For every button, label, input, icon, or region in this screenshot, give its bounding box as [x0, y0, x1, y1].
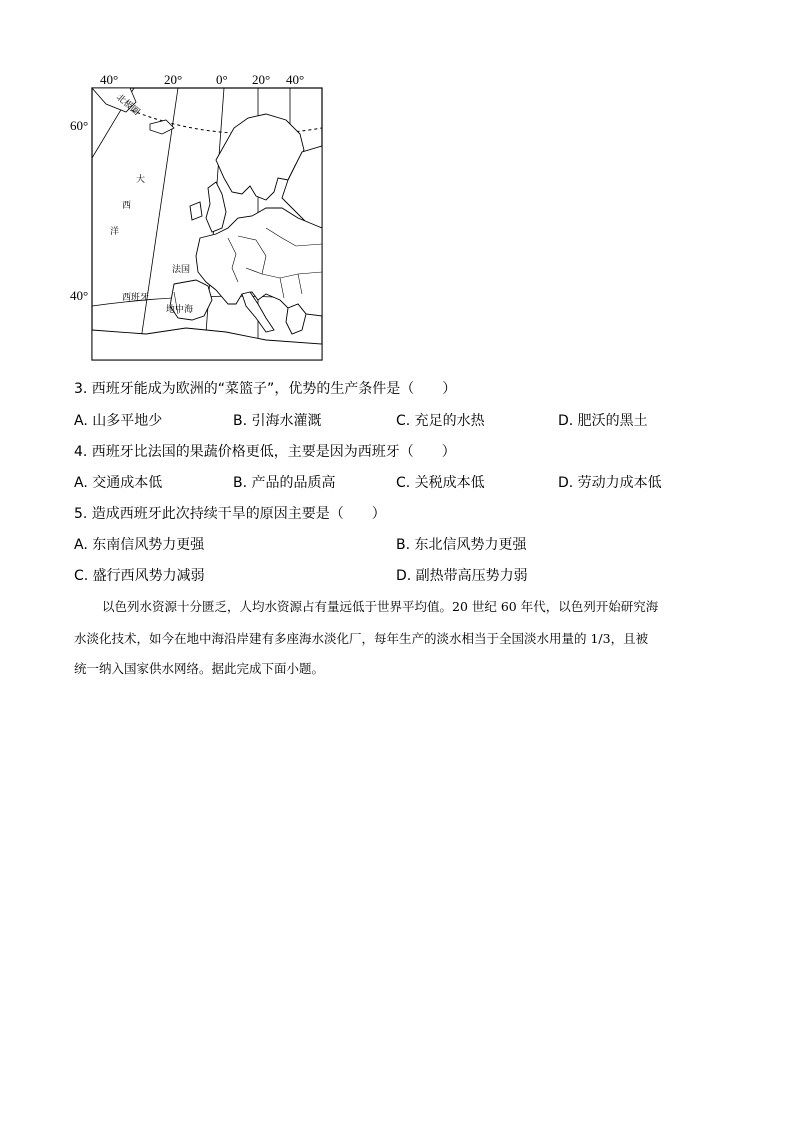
france-label: 法国 [172, 265, 191, 275]
question-3-stem: 3. 西班牙能成为欧洲的“菜篮子”，优势的生产条件是（ ） [74, 381, 457, 397]
question-5-option-d[interactable]: D. 副热带高压势力弱 [396, 568, 528, 584]
europe-map [66, 68, 328, 364]
question-5-stem: 5. 造成西班牙此次持续干旱的原因主要是（ ） [74, 506, 386, 522]
passage-line-2: 水淡化技术，如今在地中海沿岸建有多座海水淡化厂，每年生产的淡水相当于全国淡水用量的 1/3，且被 [74, 631, 649, 646]
atlantic-label-3: 洋 [110, 227, 120, 237]
question-3-option-a[interactable]: A. 山多平地少 [74, 413, 163, 429]
atlantic-label-1: 大 [136, 175, 146, 185]
question-3-option-c[interactable]: C. 充足的水热 [396, 413, 485, 429]
question-4-option-d[interactable]: D. 劳动力成本低 [558, 475, 662, 491]
lon-tick-40w: 40° [100, 72, 119, 87]
passage-line-1: 以色列水资源十分匮乏，人均水资源占有量远低于世界平均值。20 世纪 60 年代，以色列开始研究海 [102, 599, 659, 614]
europe-map-figure [66, 68, 328, 364]
lon-tick-40e: 40° [286, 72, 305, 87]
lon-tick-20e: 20° [252, 72, 271, 87]
question-4-option-b[interactable]: B. 产品的品质高 [233, 475, 336, 491]
question-5-option-b[interactable]: B. 东北信风势力更强 [396, 537, 527, 553]
question-5-option-c[interactable]: C. 盛行西风势力减弱 [74, 568, 205, 584]
question-4-option-c[interactable]: C. 关税成本低 [396, 475, 485, 491]
lon-tick-0: 0° [216, 72, 228, 87]
arctic-circle-label: 北极圈 [114, 92, 142, 118]
mediterranean-label: 地中海 [166, 305, 194, 315]
question-4-stem: 4. 西班牙比法国的果蔬价格更低，主要是因为西班牙（ ） [74, 444, 456, 460]
question-3-option-b[interactable]: B. 引海水灌溉 [233, 413, 322, 429]
question-5-option-a[interactable]: A. 东南信风势力更强 [74, 537, 205, 553]
question-3-option-d[interactable]: D. 肥沃的黑土 [558, 413, 648, 429]
atlantic-label-2: 西 [122, 201, 132, 211]
reading-passage [74, 598, 724, 678]
spain-label: 西班牙 [122, 293, 150, 303]
lat-tick-40n: 40° [70, 288, 89, 303]
lon-tick-20w: 20° [164, 72, 183, 87]
lat-tick-60n: 60° [70, 118, 89, 133]
passage-line-3: 统一纳入国家供水网络。据此完成下面小题。 [74, 661, 325, 676]
question-4-option-a[interactable]: A. 交通成本低 [74, 475, 163, 491]
